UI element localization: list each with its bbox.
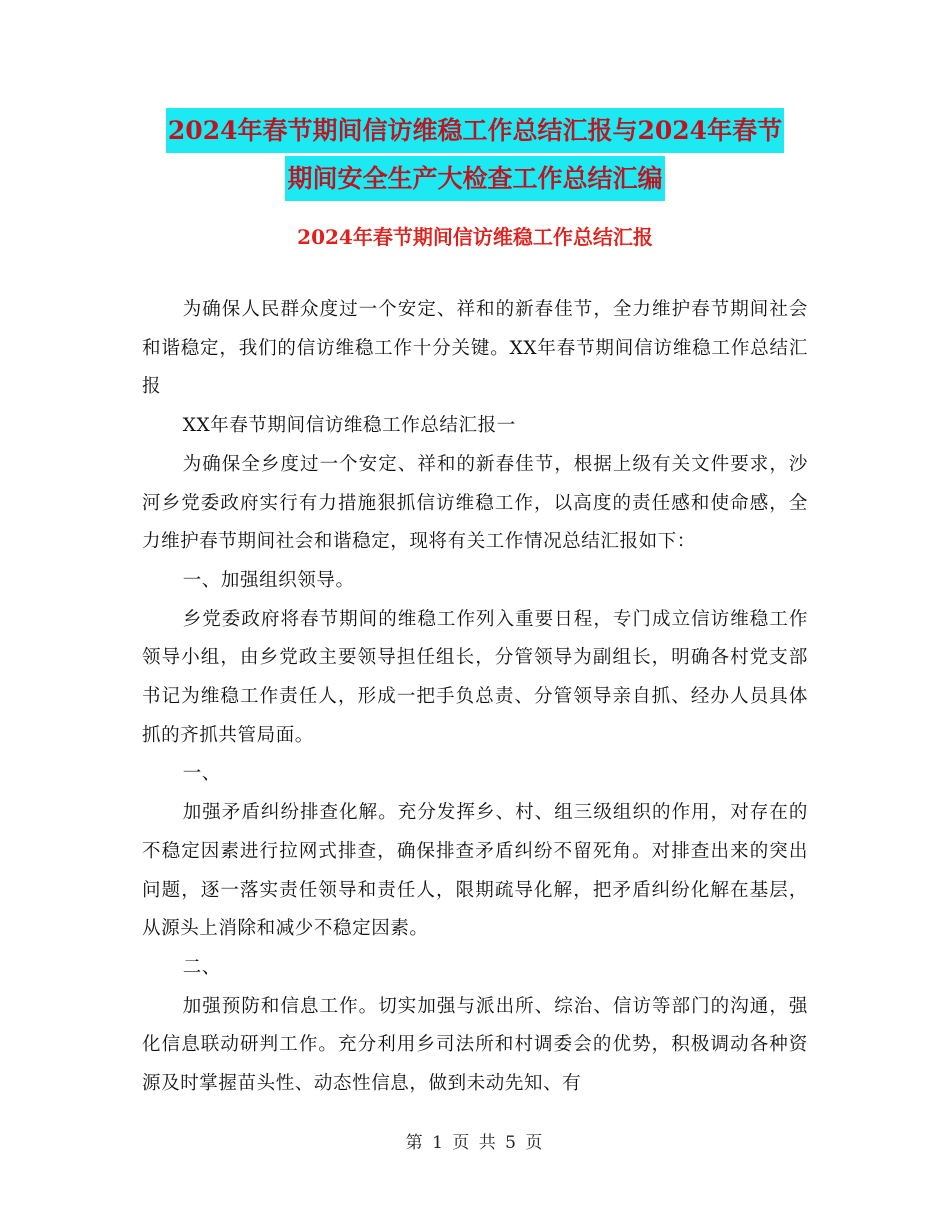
paragraph: XX年春节期间信访维稳工作总结汇报一 bbox=[182, 415, 516, 437]
paragraph: 乡党委政府将春节期间的维稳工作列入重要日程，专门成立信访维稳工作领导小组，由乡党政主要领导担任组长，分管领导为副组长，明确各村党支部书记为维稳工作责任人，形成一把手负总责、分管领导亲自抓、经办人员具体抓的齐抓共管局面。 bbox=[142, 608, 808, 746]
paragraph: 二、 bbox=[182, 956, 221, 978]
paragraph: 加强矛盾纠纷排查化解。充分发挥乡、村、组三级组织的作用，对存在的不稳定因素进行拉网式排查，确保排查矛盾纠纷不留死角。对排查出来的突出问题，逐一落实责任领导和责任人，限期疏导化解，把矛盾纠纷化解在基层，从源头上消除和减少不稳定因素。 bbox=[142, 802, 808, 940]
section-title: 2024年春节期间信访维稳工作总结汇报 bbox=[297, 225, 653, 249]
document-title-line-2: 期间安全生产大检查工作总结汇编 bbox=[285, 156, 664, 201]
document-body bbox=[142, 291, 808, 1104]
document-title bbox=[0, 108, 950, 201]
paragraph: 为确保人民群众度过一个安定、祥和的新春佳节，全力维护春节期间社会和谐稳定，我们的信访维稳工作十分关键。XX年春节期间信访维稳工作总结汇报 bbox=[142, 299, 808, 398]
paragraph: 一、加强组织领导。 bbox=[182, 569, 355, 591]
paragraph: 加强预防和信息工作。切实加强与派出所、综治、信访等部门的沟通，强化信息联动研判工作。充分利用乡司法所和村调委会的优势，积极调动各种资源及时掌握苗头性、动态性信息，做到未动先知、有 bbox=[142, 995, 808, 1095]
paragraph: 一、 bbox=[182, 763, 221, 785]
page-footer: 第 1 页 共 5 页 bbox=[405, 1133, 545, 1153]
paragraph: 为确保全乡度过一个安定、祥和的新春佳节，根据上级有关文件要求，沙河乡党委政府实行有力措施狠抓信访维稳工作，以高度的责任感和使命感，全力维护春节期间社会和谐稳定，现将有关工作情况总结汇报如下： bbox=[142, 453, 808, 553]
document-title-line-1: 2024年春节期间信访维稳工作总结汇报与2024年春节 bbox=[166, 108, 784, 153]
